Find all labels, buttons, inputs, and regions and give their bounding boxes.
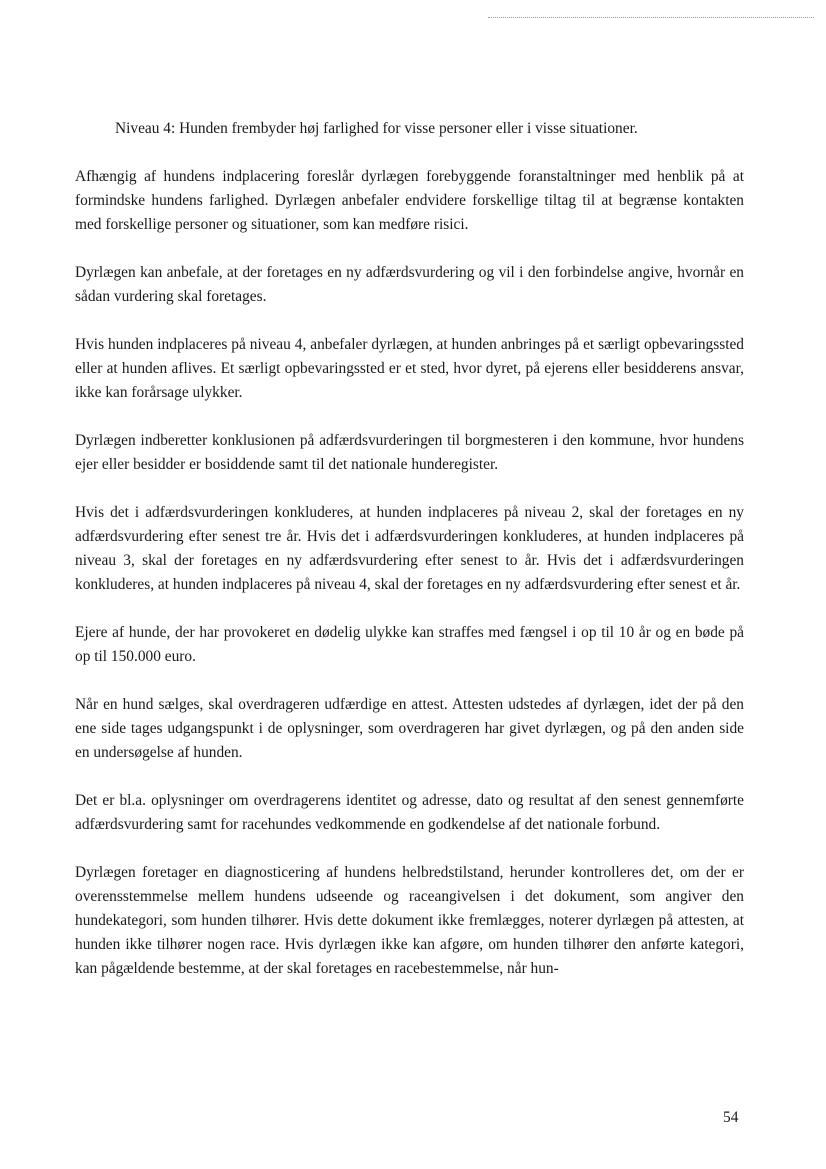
paragraph-preventive-measures: Afhængig af hundens indplacering foreslår dyrlægen forebyggende foranstaltninger med henblik på at formindske hundens farlighed. Dyrlægen anbefaler endvidere forskellige tiltag til at begrænse kontakten med forskellige personer og situationer, som kan medføre risici.	[75, 168, 744, 233]
paragraph-niveau-4: Niveau 4: Hunden frembyder høj farlighed for visse personer eller i visse situationer.	[115, 120, 638, 137]
paragraph-diagnosis: Dyrlægen foretager en diagnosticering af hundens helbredstilstand, herunder kontrolleres det, om der er overensstemmelse mellem hundens udseende og raceangivelsen i det dokument, som angiver den hundekategori, som hunden tilhører. Hvis dette dokument ikke fremlægges, noterer dyrlægen på attesten, at hunden ikke tilhører nogen race. Hvis dyrlægen ikke kan afgøre, om hunden tilhører den anførte kategori, kan pågældende bestemme, at der skal foretages en racebestemmelse, når hun-	[75, 864, 744, 977]
header-dotted-rule	[488, 17, 814, 18]
paragraph-certificate-information: Det er bl.a. oplysninger om overdragerens identitet og adresse, dato og resultat af den senest gennemførte adfærdsvurdering samt for racehundes vedkommende en godkendelse af det nationale forbund.	[75, 792, 744, 833]
paragraph-reporting: Dyrlægen indberetter konklusionen på adfærdsvurderingen til borgmesteren i den kommune, hvor hundens ejer eller besidder er bosiddende samt til det nationale hunderegister.	[75, 432, 744, 473]
paragraph-new-assessment: Dyrlægen kan anbefale, at der foretages en ny adfærdsvurdering og vil i den forbindelse angive, hvornår en sådan vurdering skal foretages.	[75, 264, 744, 305]
paragraph-penalties: Ejere af hunde, der har provokeret en dødelig ulykke kan straffes med fængsel i op til 10 år og en bøde på op til 150.000 euro.	[75, 624, 744, 665]
page-number: 54	[723, 1109, 739, 1126]
document-body	[75, 117, 744, 1005]
paragraph-reassessment-intervals: Hvis det i adfærdsvurderingen konkluderes, at hunden indplaceres på niveau 2, skal der foretages en ny adfærdsvurdering efter senest tre år. Hvis det i adfærdsvurderingen konkluderes, at hunden indplaceres på niveau 3, skal der foretages en ny adfærdsvurdering efter senest to år. Hvis det i adfærdsvurderingen konkluderes, at hunden indplaceres på niveau 4, skal der foretages en ny adfærdsvurdering efter senest et år.	[75, 504, 744, 593]
paragraph-sale-certificate: Når en hund sælges, skal overdrageren udfærdige en attest. Attesten udstedes af dyrlægen, idet der på den ene side tages udgangspunkt i de oplysninger, som overdrageren har givet dyrlægen, og på den anden side en undersøgelse af hunden.	[75, 696, 744, 761]
paragraph-level-4-placement: Hvis hunden indplaceres på niveau 4, anbefaler dyrlægen, at hunden anbringes på et særligt opbevaringssted eller at hunden aflives. Et særligt opbevaringssted er et sted, hvor dyret, på ejerens eller besidderens ansvar, ikke kan forårsage ulykker.	[75, 336, 744, 401]
